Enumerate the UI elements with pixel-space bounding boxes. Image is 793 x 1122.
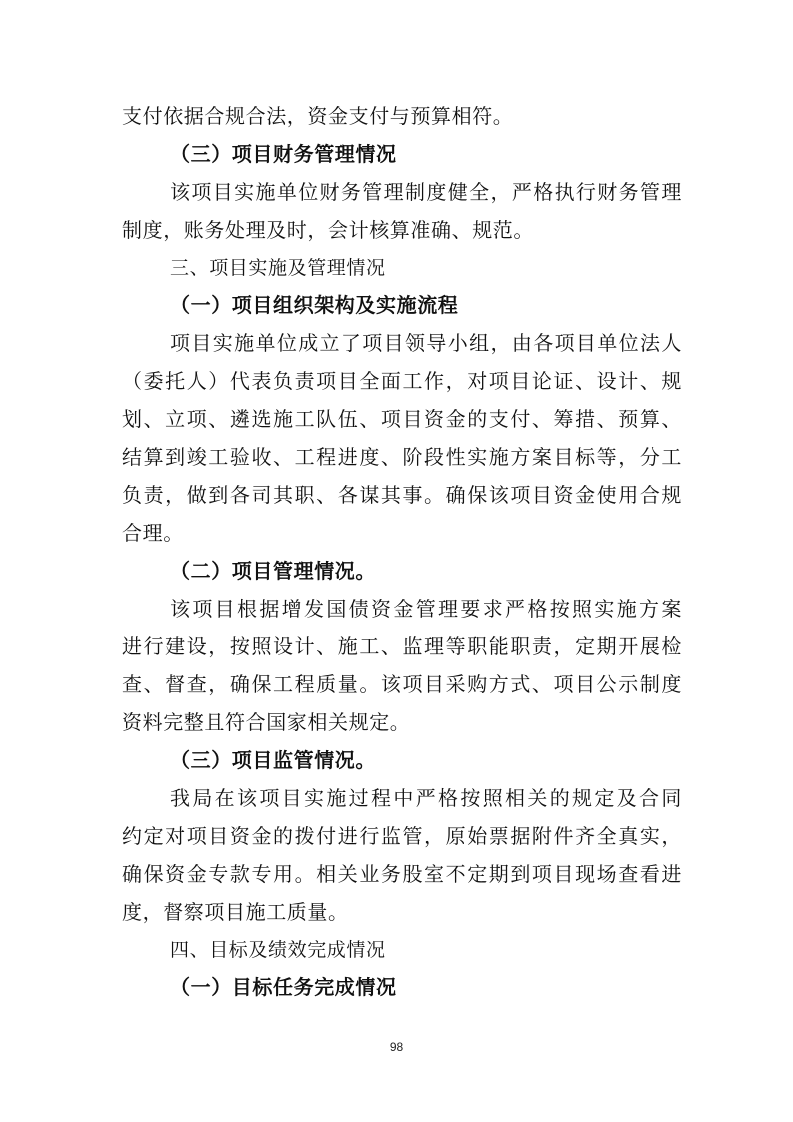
subsection-heading: （一）项目组织架构及实施流程 — [170, 293, 459, 318]
paragraph-line: 划、立项、遴选施工队伍、项目资金的支付、筹措、预算、 — [122, 407, 682, 432]
document-body — [122, 98, 682, 1007]
subsection-heading: （三）项目监管情况。 — [170, 748, 376, 773]
paragraph-line: 资料完整且符合国家相关规定。 — [122, 710, 411, 735]
paragraph-line: 度，督察项目施工质量。 — [122, 899, 349, 924]
subsection-heading: （一）目标任务完成情况 — [170, 975, 397, 1000]
paragraph-line: 进行建设，按照设计、施工、监理等职能职责，定期开展检 — [122, 634, 682, 659]
subsection-heading: （三）项目财务管理情况 — [170, 141, 397, 166]
paragraph-line: 结算到竣工验收、工程进度、阶段性实施方案目标等，分工 — [122, 445, 682, 470]
paragraph-line: 项目实施单位成立了项目领导小组，由各项目单位法人 — [170, 331, 682, 356]
paragraph-line: 我局在该项目实施过程中严格按照相关的规定及合同 — [170, 786, 682, 811]
section-heading: 四、目标及绩效完成情况 — [170, 938, 386, 961]
section-heading: 三、项目实施及管理情况 — [170, 256, 386, 279]
paragraph-line: 负责，做到各司其职、各谋其事。确保该项目资金使用合规 — [122, 482, 682, 507]
paragraph-line: 该项目根据增发国债资金管理要求严格按照实施方案 — [170, 596, 682, 621]
page-number: 98 — [389, 1040, 404, 1054]
paragraph-line: 合理。 — [122, 520, 184, 545]
paragraph-line: 支付依据合规合法，资金支付与预算相符。 — [122, 104, 514, 128]
paragraph-line: 该项目实施单位财务管理制度健全，严格执行财务管理 — [170, 179, 682, 204]
paragraph-line: （委托人）代表负责项目全面工作，对项目论证、设计、规 — [122, 369, 682, 394]
paragraph-line: 约定对项目资金的拨付进行监管，原始票据附件齐全真实， — [122, 823, 682, 848]
paragraph-line: 制度，账务处理及时，会计核算准确、规范。 — [122, 217, 534, 242]
subsection-heading: （二）项目管理情况。 — [170, 558, 376, 583]
paragraph-line: 查、督查，确保工程质量。该项目采购方式、项目公示制度 — [122, 672, 682, 697]
paragraph-line: 确保资金专款专用。相关业务股室不定期到项目现场查看进 — [122, 861, 682, 886]
